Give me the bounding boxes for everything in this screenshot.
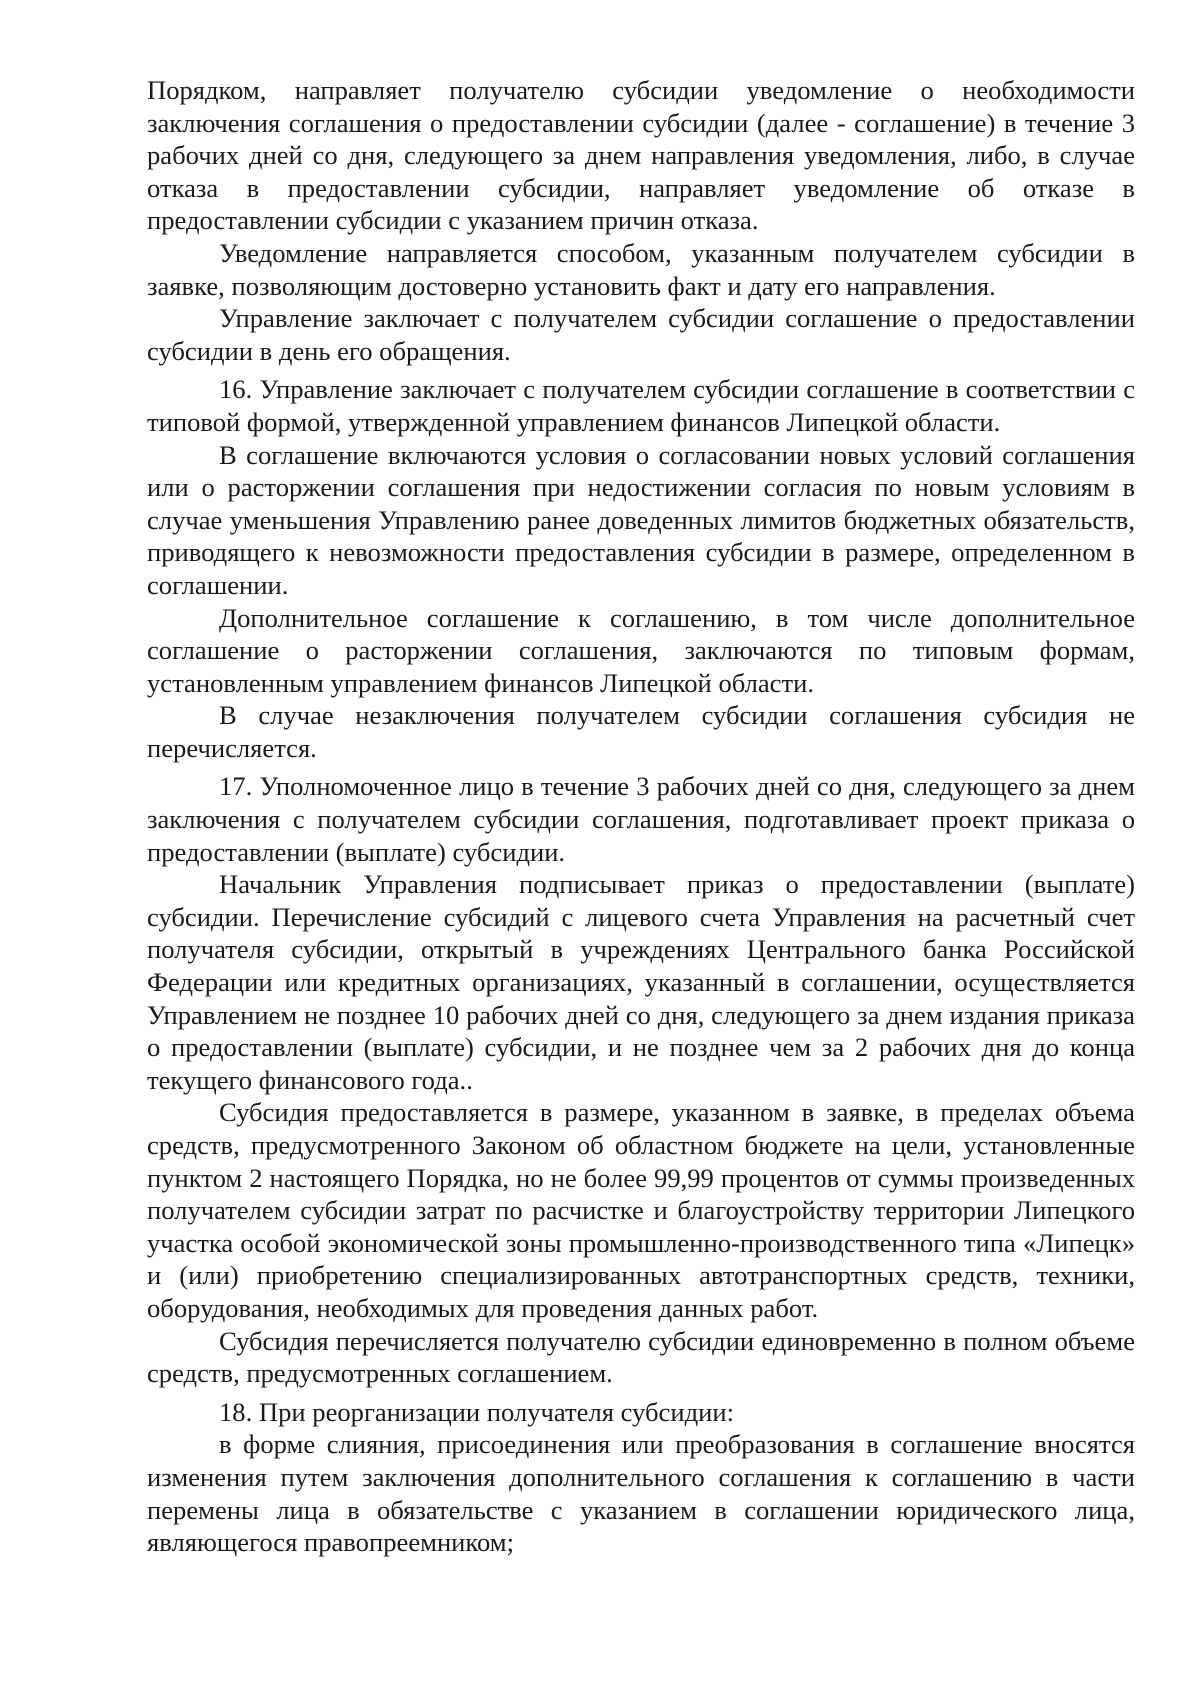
paragraph-no-agreement: В случае незаключения получателем субсидии соглашения субсидия не перечисляется. xyxy=(147,700,1135,763)
paragraph-agreement-day: Управление заключает с получателем субсидии соглашение о предоставлении субсидии в день его обращения. xyxy=(147,303,1135,366)
paragraph-additional-agreement: Дополнительное соглашение к соглашению, в том числе дополнительное соглашение о расторжении соглашения, заключаются по типовым формам, установленным управлением финансов Липецкой области. xyxy=(147,602,1135,698)
paragraph-notification-method: Уведомление направляется способом, указанным получателем субсидии в заявке, позволяющим достоверно установить факт и дату его направления. xyxy=(147,237,1135,301)
paragraph-reorganization-merger: в форме слияния, присоединения или преобразования в соглашение вносятся изменения путем заключения дополнительного соглашения к соглашению в части перемены лица в обязательстве с указанием в соглашении юридического лица, являющегося правопреемником; xyxy=(147,1429,1135,1558)
paragraph-17: 17. Уполномоченное лицо в течение 3 рабочих дней со дня, следующего за днем заключения с получателем субсидии соглашения, подготавливает проект приказа о предоставлении (выплате) субсидии. xyxy=(147,771,1135,867)
paragraph-16: 16. Управление заключает с получателем субсидии соглашение в соответствии с типовой формой, утвержденной управлением финансов Липецкой области. xyxy=(147,374,1135,437)
document-body xyxy=(147,74,1135,1559)
paragraph-notification-continued: Порядком, направляет получателю субсидии уведомление о необходимости заключения соглашения о предоставлении субсидии (далее - соглашение) в течение 3 рабочих дней со дня, следующего за днем направления уведомления, либо, в случае отказа в предоставлении субсидии, направляет уведомление об отказе в предоставлении субсидии с указанием причин отказа. xyxy=(147,75,1135,236)
paragraph-subsidy-transfer: Субсидия перечисляется получателю субсидии единовременно в полном объеме средств, предусмотренных соглашением. xyxy=(147,1325,1135,1389)
paragraph-agreement-conditions: В соглашение включаются условия о согласовании новых условий соглашения или о расторжении соглашения при недостижении согласия по новым условиям в случае уменьшения Управлению ранее доведенных лимитов бюджетных обязательств, приводящего к невозможности предоставления субсидии в размере, определенном в соглашении. xyxy=(147,439,1135,600)
paragraph-order-signing: Начальник Управления подписывает приказ о предоставлении (выплате) субсидии. Перечисление субсидий с лицевого счета Управления на расчетный счет получателя субсидии, открытый в учреждениях Центрального банка Российской Федерации или кредитных организациях, указанный в соглашении, осуществляется Управлением не позднее 10 рабочих дней со дня, следующего за днем издания приказа о предоставлении (выплате) субсидии, и не позднее чем за 2 рабочих дня до конца текущего финансового года.. xyxy=(147,869,1135,1095)
paragraph-subsidy-amount: Субсидия предоставляется в размере, указанном в заявке, в пределах объема средств, предусмотренного Законом об областном бюджете на цели, установленные пунктом 2 настоящего Порядка, но не более 99,99 процентов от суммы произведенных получателем субсидии затрат по расчистке и благоустройству территории Липецкого участка особой экономической зоны промышленно-производственного типа «Липецк» и (или) приобретению специализированных автотранспортных средств, техники, оборудования, необходимых для проведения данных работ. xyxy=(147,1097,1135,1323)
paragraph-18: 18. При реорганизации получателя субсидии: xyxy=(219,1396,734,1427)
